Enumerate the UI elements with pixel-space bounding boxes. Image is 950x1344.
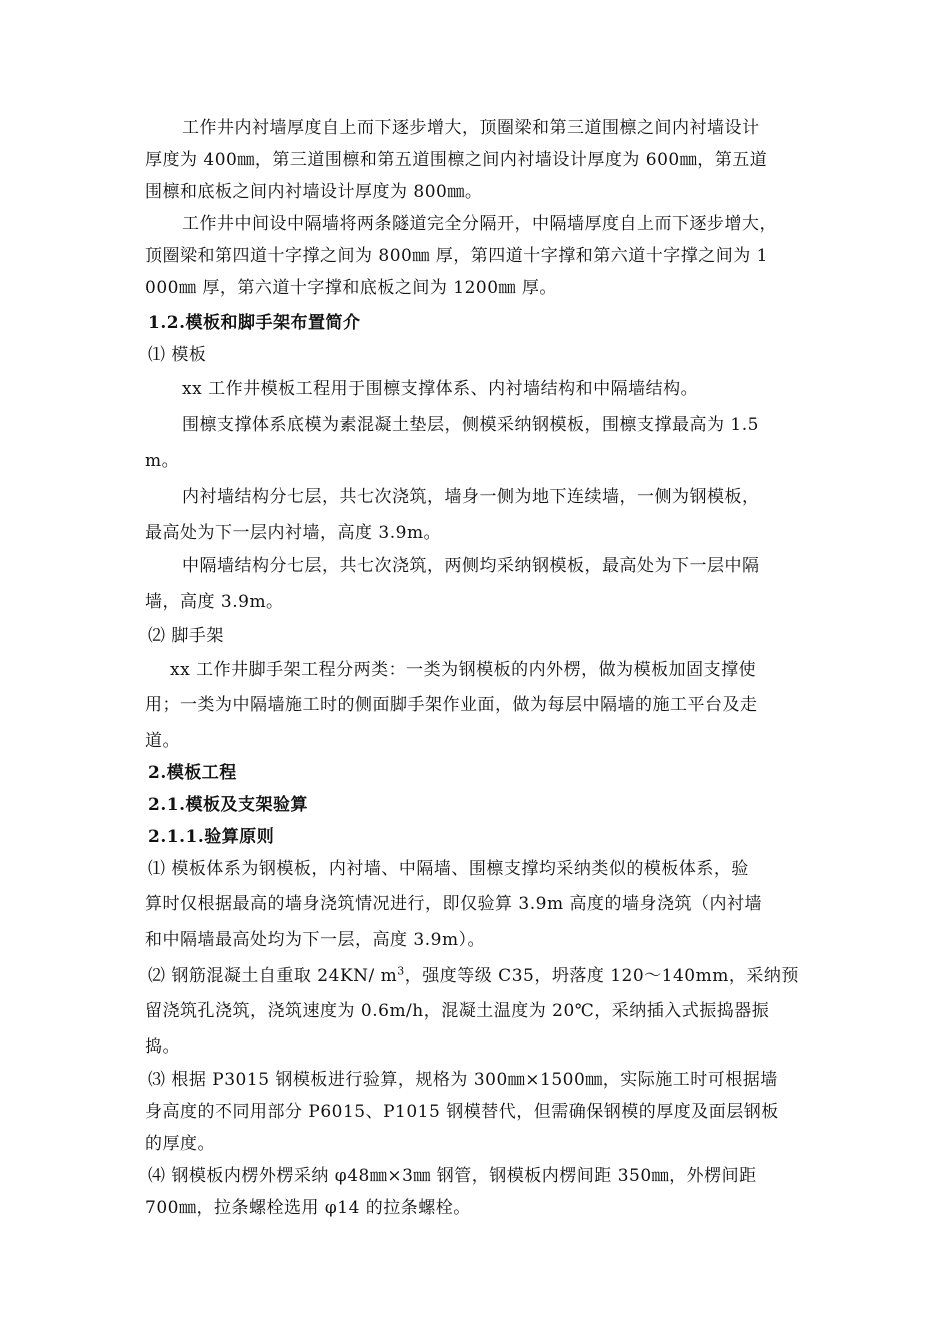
para-line: xx 工作井脚手架工程分两类：一类为钢模板的内外楞，做为模板加固支撑使	[170, 660, 757, 680]
para-line: 最高处为下一层内衬墙，高度 3.9m。	[145, 523, 442, 543]
para-line: 工作井内衬墙厚度自上而下逐步增大，顶圈梁和第三道围檩之间内衬墙设计	[182, 118, 760, 138]
para-line: 道。	[145, 731, 180, 751]
para-line: 留浇筑孔浇筑，浇筑速度为 0.6m/h，混凝土温度为 20℃，采纳插入式振捣器振	[145, 1001, 770, 1021]
para-line	[148, 966, 799, 986]
para-line: 身高度的不同用部分 P6015、P1015 钢模替代，但需确保钢模的厚度及面层钢板	[145, 1102, 779, 1122]
para-line: 围檩和底板之间内衬墙设计厚度为 800㎜。	[145, 182, 483, 202]
para-line: 内衬墙结构分七层，共七次浇筑，墙身一侧为地下连续墙，一侧为钢模板，	[182, 487, 760, 507]
para-line: ⑷ 钢模板内楞外楞采纳 φ48㎜×3㎜ 钢管，钢模板内楞间距 350㎜，外楞间距	[148, 1166, 757, 1186]
para-line: 中隔墙结构分七层，共七次浇筑，两侧均采纳钢模板，最高处为下一层中隔	[182, 556, 760, 576]
para-line: 用；一类为中隔墙施工时的侧面脚手架作业面，做为每层中隔墙的施工平台及走	[145, 695, 758, 715]
section-heading: 2.1.模板及支架验算	[148, 795, 308, 815]
para-text: ，强度等级 C35，坍落度 120～140mm，采纳预	[404, 966, 799, 986]
para-line: ⑴ 模板体系为钢模板，内衬墙、中隔墙、围檩支撑均采纳类似的模板体系，验	[148, 859, 749, 879]
para-line: 捣。	[145, 1037, 180, 1057]
para-line: 围檩支撑体系底模为素混凝土垫层，侧模采纳钢模板，围檩支撑最高为 1.5	[182, 415, 759, 435]
para-line: 和中隔墙最高处均为下一层，高度 3.9m）。	[145, 930, 486, 950]
superscript: 3	[397, 964, 405, 978]
para-line: 的厚度。	[145, 1134, 215, 1154]
para-line: 工作井中间设中隔墙将两条隧道完全分隔开，中隔墙厚度自上而下逐步增大，	[182, 214, 777, 234]
para-line: 000㎜ 厚，第六道十字撑和底板之间为 1200㎜ 厚。	[145, 278, 557, 298]
para-line: xx 工作井模板工程用于围檩支撑体系、内衬墙结构和中隔墙结构。	[182, 379, 699, 399]
section-heading: 1.2.模板和脚手架布置简介	[148, 313, 361, 333]
para-line: 顶圈梁和第四道十字撑之间为 800㎜ 厚，第四道十字撑和第六道十字撑之间为 1	[145, 246, 768, 266]
para-text: ⑵ 钢筋混凝土自重取 24KN/ m	[148, 966, 398, 986]
para-line: 算时仅根据最高的墙身浇筑情况进行，即仅验算 3.9m 高度的墙身浇筑（内衬墙	[145, 894, 762, 914]
list-item-label: ⑵ 脚手架	[148, 626, 224, 646]
para-line: 厚度为 400㎜，第三道围檩和第五道围檩之间内衬墙设计厚度为 600㎜，第五道	[145, 150, 768, 170]
list-item-label: ⑴ 模板	[148, 345, 207, 365]
section-heading: 2.模板工程	[148, 763, 237, 783]
para-line: 墙，高度 3.9m。	[145, 592, 284, 612]
para-line: ⑶ 根据 P3015 钢模板进行验算，规格为 300㎜×1500㎜，实际施工时可根据墙	[148, 1070, 778, 1090]
para-line: 700㎜，拉条螺栓选用 φ14 的拉条螺栓。	[145, 1198, 471, 1218]
para-line: m。	[145, 451, 180, 471]
section-heading: 2.1.1.验算原则	[148, 827, 275, 847]
